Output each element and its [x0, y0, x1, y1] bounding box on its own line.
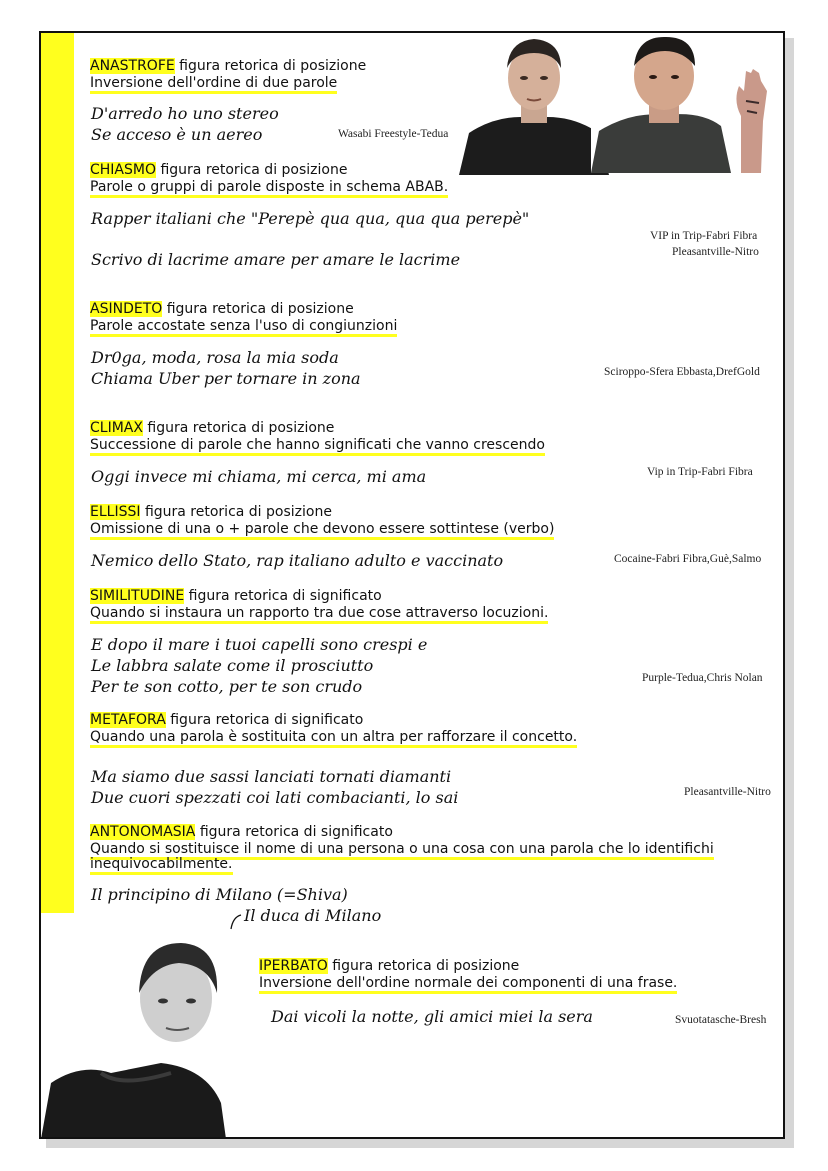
figure-type: figura retorica di posizione: [179, 58, 367, 74]
definition-asindeto: Parole accostate senza l'uso di congiunzioni: [90, 318, 397, 335]
section-anastrofe-heading: [90, 58, 366, 75]
verse-line: Scrivo di lacrime amare per amare le lacrime: [91, 250, 461, 269]
source-citation: Pleasantville-Nitro: [672, 246, 759, 258]
verse-line: Ma siamo due sassi lanciati tornati diamanti: [91, 767, 452, 786]
verse-line: Le labbra salate come il prosciutto: [91, 656, 374, 675]
definition-anastrofe: Inversione dell'ordine di due parole: [90, 75, 337, 92]
verse-line: Se acceso è un aereo: [91, 125, 263, 144]
source-citation: Svuotatasche-Bresh: [675, 1014, 767, 1026]
source-citation: Vip in Trip-Fabri Fibra: [647, 466, 753, 478]
definition-iperbato: Inversione dell'ordine normale dei componenti di una frase.: [259, 975, 677, 992]
definition-chiasmo: Parole o gruppi di parole disposte in schema ABAB.: [90, 179, 448, 196]
verse-line: E dopo il mare i tuoi capelli sono crespi e: [91, 635, 428, 654]
verse-line: Chiama Uber per tornare in zona: [91, 369, 361, 388]
verse-line: Per te son cotto, per te son crudo: [91, 677, 363, 696]
section-metafora-heading: METAFORA figura retorica di significato: [90, 712, 364, 728]
section-antonomasia-heading: ANTONOMASIA figura retorica di significato: [90, 824, 393, 840]
source-citation: Sciroppo-Sfera Ebbasta,DrefGold: [604, 366, 760, 378]
verse-line: Due cuori spezzati coi lati combacianti, lo sai: [91, 788, 459, 807]
verse-line: D'arredo ho uno stereo: [91, 104, 279, 123]
definition-similitudine: Quando si instaura un rapporto tra due cose attraverso locuzioni.: [90, 605, 548, 622]
verse-line: Rapper italiani che "Perepè qua qua, qua qua perepè": [91, 209, 530, 228]
source-citation: VIP in Trip-Fabri Fibra: [650, 230, 758, 242]
section-climax-heading: CLIMAX figura retorica di posizione: [90, 420, 335, 436]
definition-climax: Successione di parole che hanno significati che vanno crescendo: [90, 437, 545, 454]
definition-antonomasia-cont: inequivocabilmente.: [90, 856, 233, 873]
section-iperbato-heading: IPERBATO figura retorica di posizione: [259, 958, 520, 974]
portrait-photo-tedua: [459, 31, 609, 175]
source-citation: Cocaine-Fabri Fibra,Guè,Salmo: [614, 553, 762, 565]
definition-metafora: Quando una parola è sostituita con un altra per rafforzare il concetto.: [90, 729, 577, 746]
verse-line: Dr0ga, moda, rosa la mia soda: [91, 348, 339, 367]
definition-ellissi: Omissione di una o + parole che devono essere sottintese (verbo): [90, 521, 554, 538]
section-asindeto-heading: ASINDETO figura retorica di posizione: [90, 301, 354, 317]
source-citation: Purple-Tedua,Chris Nolan: [642, 672, 763, 684]
document-page: [39, 31, 785, 1139]
section-similitudine-heading: SIMILITUDINE figura retorica di significato: [90, 588, 382, 604]
verse-line: Dai vicoli la notte, gli amici miei la sera: [271, 1007, 593, 1026]
definition-antonomasia: Quando si sostituisce il nome di una persona o una cosa con una parola che lo identifichi: [90, 841, 714, 858]
verse-line: Il duca di Milano: [244, 906, 382, 925]
verse-line: Oggi invece mi chiama, mi cerca, mi ama: [91, 467, 427, 486]
portrait-photo-shiva: [41, 913, 241, 1139]
section-chiasmo-heading: CHIASMO figura retorica di posizione: [90, 162, 348, 178]
section-ellissi-heading: ELLISSI figura retorica di posizione: [90, 504, 332, 520]
term-label: ANASTROFE: [90, 58, 175, 74]
source-citation: Pleasantville-Nitro: [684, 786, 771, 798]
verse-line: Nemico dello Stato, rap italiano adulto e vaccinato: [91, 551, 504, 570]
source-citation: Wasabi Freestyle-Tedua: [338, 128, 449, 140]
pointer-line: [227, 909, 243, 931]
portrait-photo-nitro: [591, 31, 785, 173]
verse-line: Il principino di Milano (=Shiva): [91, 885, 348, 904]
